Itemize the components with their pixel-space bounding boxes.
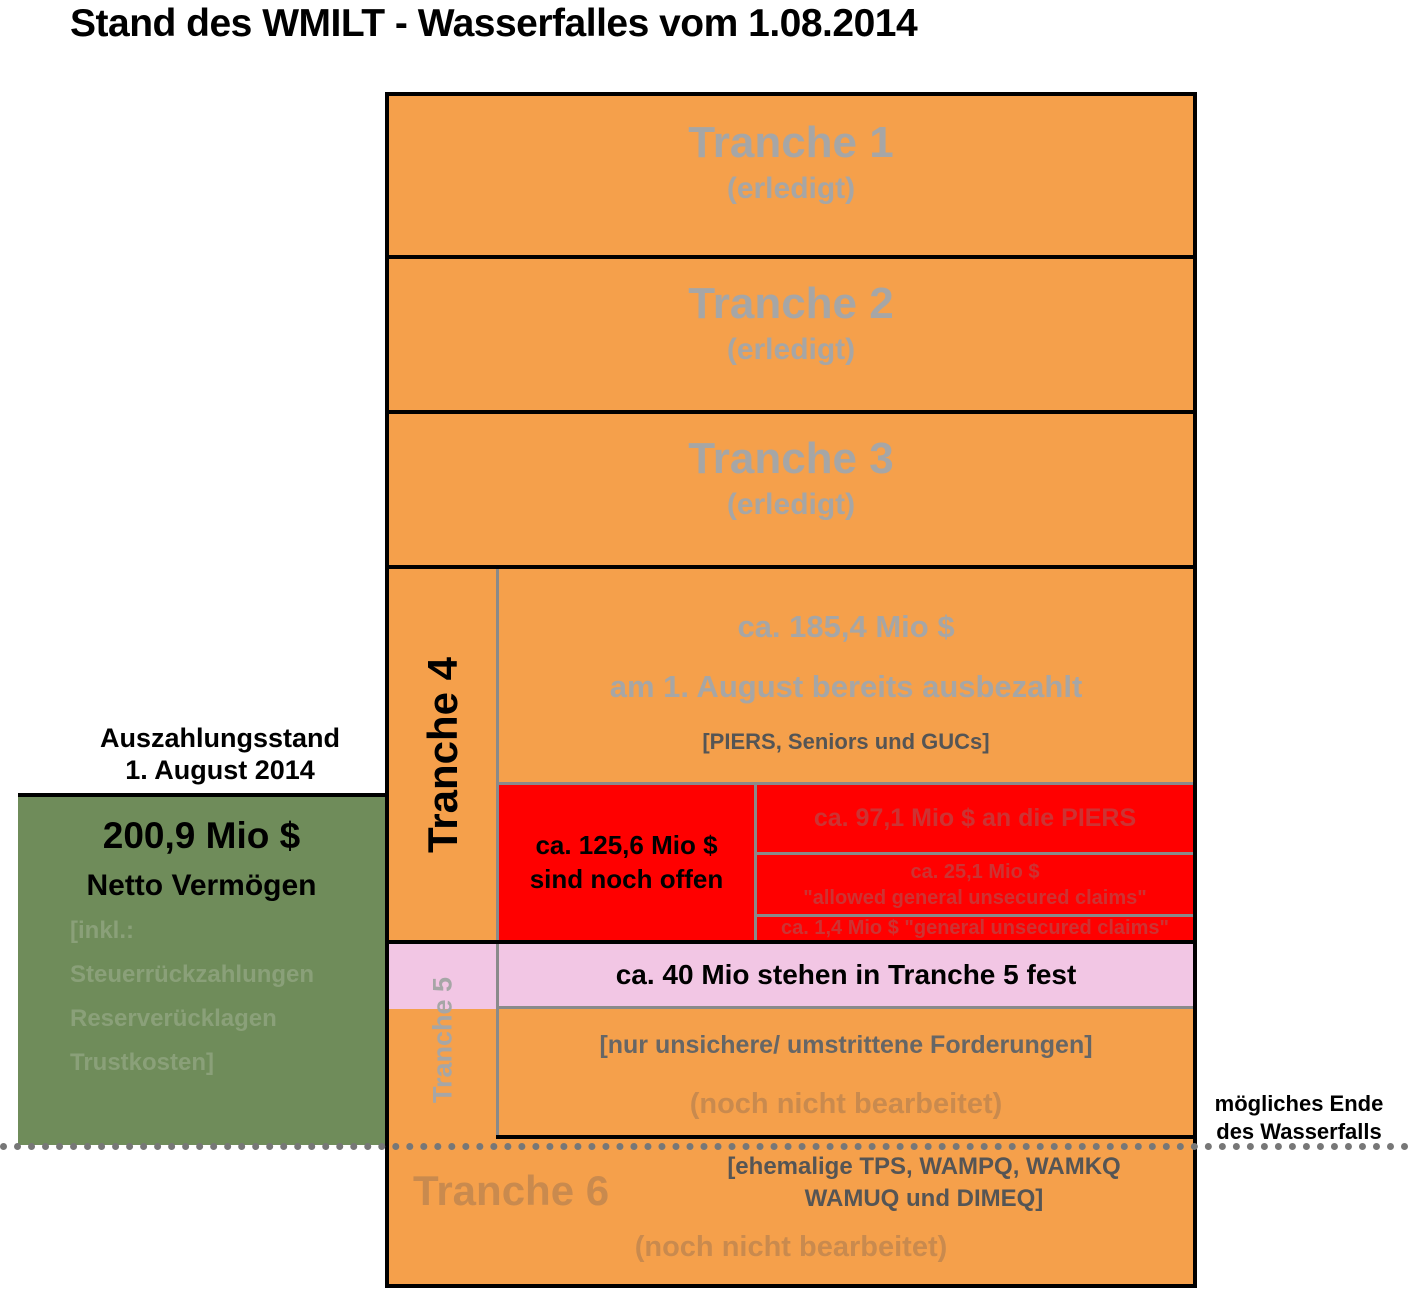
page-title: Stand des WMILT - Wasserfalles vom 1.08.2014 xyxy=(70,2,918,45)
tranche-4-open-items xyxy=(757,785,1193,940)
open-item-piers: ca. 97,1 Mio $ an die PIERS xyxy=(757,785,1193,855)
tranche-5-status: (noch nicht bearbeitet) xyxy=(689,1088,1003,1120)
tranche-2-label: Tranche 2 xyxy=(688,279,894,328)
tranche-row-1 xyxy=(389,96,1193,259)
tranche-row-5 xyxy=(389,944,1193,1139)
tranche-4-side-label-box xyxy=(389,569,499,940)
tranche-5-rest xyxy=(499,1009,1193,1135)
tranche-row-4 xyxy=(389,569,1193,944)
tranche-2-status: (erledigt) xyxy=(726,333,856,367)
tranche-5-fest-text: ca. 40 Mio stehen in Tranche 5 fest xyxy=(499,944,1193,1009)
open-item-allowed-guc-amount: ca. 25,1 Mio $ xyxy=(910,860,1040,883)
netto-item-1: Steuerrückzahlungen xyxy=(70,961,315,988)
tranche-5-note: [nur unsichere/ umstrittene Forderungen] xyxy=(599,1031,1093,1059)
tranche-1-status: (erledigt) xyxy=(726,172,856,206)
netto-item-0: [inkl.: xyxy=(70,917,134,944)
tranche-3-label: Tranche 3 xyxy=(688,434,894,483)
netto-amount: 200,9 Mio $ xyxy=(102,815,301,856)
netto-vermoegen-box xyxy=(18,793,385,1145)
waterfall-column xyxy=(385,92,1197,1288)
tranche-4-open-status: sind noch offen xyxy=(529,863,724,894)
tranche-6-bracket: [ehemalige TPS, WAMPQ, WAMKQ WAMUQ und DIMEQ] xyxy=(727,1153,1121,1213)
open-item-allowed-guc-desc: "allowed general unsecured claims" xyxy=(803,886,1147,909)
tranche-4-label: Tranche 4 xyxy=(418,656,466,853)
tranche-row-6 xyxy=(389,1139,1193,1284)
tranche-5-label: Tranche 5 xyxy=(427,976,457,1103)
netto-caption-line2: 1. August 2014 xyxy=(125,755,315,786)
open-item-allowed-guc xyxy=(757,855,1193,917)
netto-items-list xyxy=(18,917,385,1077)
tranche-4-open-block xyxy=(499,785,1193,940)
possible-end-label-line2: des Wasserfalls xyxy=(1216,1118,1382,1144)
tranche-5-side-label-box xyxy=(389,944,499,1135)
tranche-4-open-summary xyxy=(499,785,757,940)
tranche-row-2 xyxy=(389,259,1193,414)
netto-caption xyxy=(60,722,380,787)
netto-item-2: Reserverücklagen xyxy=(70,1005,277,1032)
tranche-4-paid-text: am 1. August bereits ausbezahlt xyxy=(609,669,1083,704)
tranche-3-status: (erledigt) xyxy=(726,488,856,522)
open-item-general-guc: ca. 1,4 Mio $ "general unsecured claims" xyxy=(780,917,1170,939)
tranche-4-content xyxy=(499,569,1193,940)
netto-subtitle: Netto Vermögen xyxy=(86,869,317,902)
tranche-row-3 xyxy=(389,414,1193,569)
tranche-6-label: Tranche 6 xyxy=(413,1167,610,1214)
tranche-4-open-amount: ca. 125,6 Mio $ xyxy=(535,829,718,860)
tranche-6-status: (noch nicht bearbeitet) xyxy=(634,1231,948,1263)
netto-item-3: Trustkosten] xyxy=(70,1049,215,1076)
tranche-1-label: Tranche 1 xyxy=(688,118,894,167)
possible-end-label-line1: mögliches Ende xyxy=(1214,1091,1384,1116)
netto-caption-line1: Auszahlungsstand xyxy=(99,723,341,753)
tranche-4-paid-note: [PIERS, Seniors und GUCs] xyxy=(702,729,990,754)
possible-end-label xyxy=(1193,1090,1405,1145)
tranche-4-paid-amount: ca. 185,4 Mio $ xyxy=(737,609,955,644)
tranche-5-content xyxy=(499,944,1193,1135)
tranche-4-paid-block xyxy=(499,569,1193,785)
